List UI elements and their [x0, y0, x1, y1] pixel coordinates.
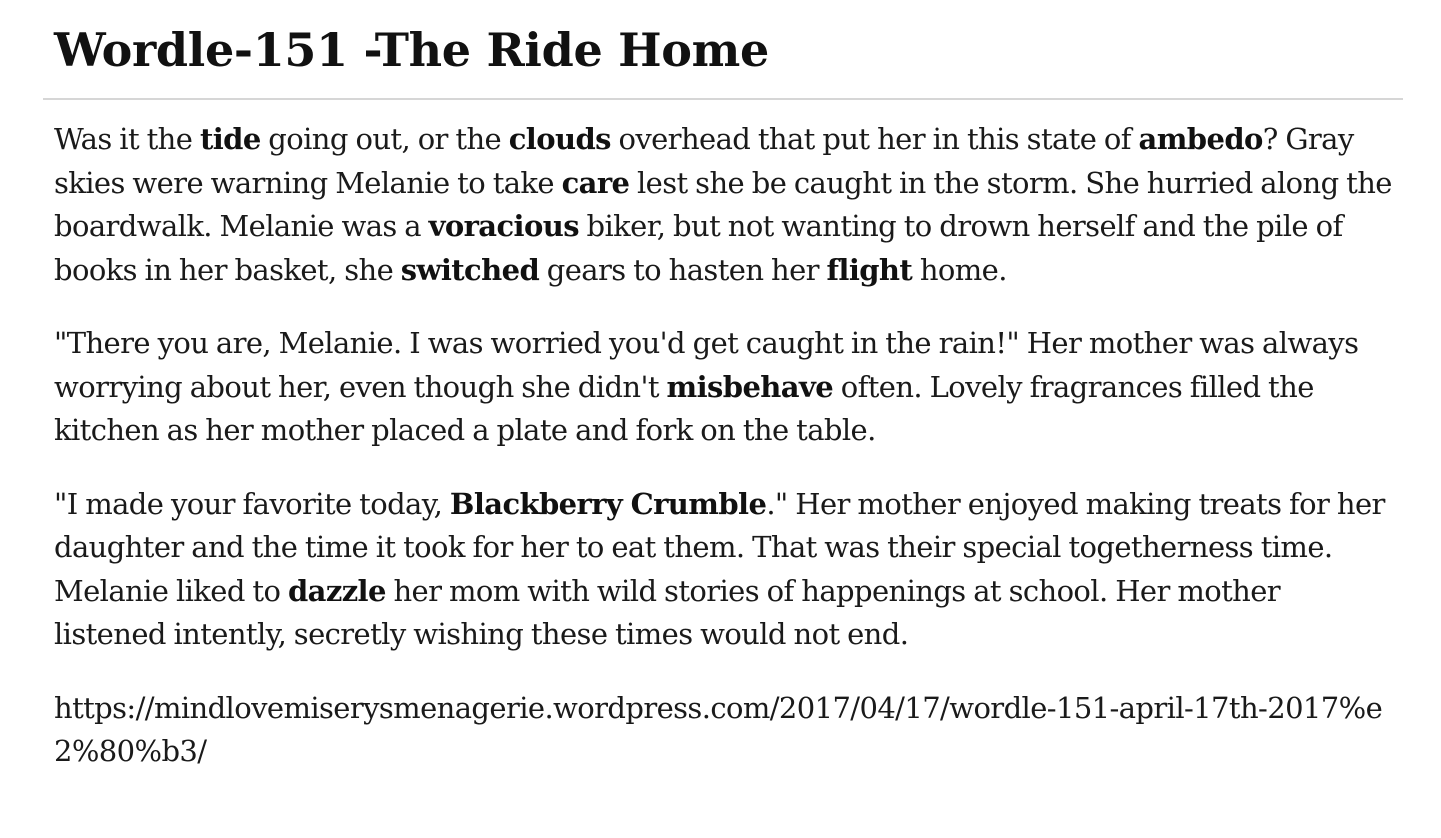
- keyword-bold: care: [561, 165, 630, 200]
- keyword-bold: misbehave: [666, 369, 834, 404]
- text-run: "I made your favorite today,: [54, 486, 450, 521]
- text-run: home.: [912, 252, 1007, 287]
- text-run: lest she be caught in the storm. She hurried along the boardwalk. Melanie was a: [54, 165, 1392, 243]
- text-run: overhead that put her in this state of: [610, 122, 1139, 156]
- text-run: ." Her mother enjoyed making treats for her daughter and the time it took for her to eat them. That was their special togetherness time. Melanie liked to: [54, 486, 1385, 608]
- text-run: gears to hasten her: [539, 252, 827, 287]
- keyword-bold: switched: [400, 252, 540, 287]
- text-run: Was it the: [54, 122, 200, 156]
- keyword-bold: ambedo: [1138, 122, 1263, 156]
- keyword-bold: flight: [826, 252, 913, 287]
- keyword-bold: tide: [199, 122, 261, 156]
- source-link[interactable]: https://mindlovemiserysmenagerie.wordpress.com/2017/04/17/wordle-151-april-17th-2017%e2%80%b3/: [54, 690, 1383, 768]
- text-run: going out, or the: [260, 122, 509, 156]
- text-run: her mom with wild stories of happenings at school. Her mother listened intently, secretly wishing these times would not end.: [54, 573, 1281, 651]
- story-paragraph-2: [54, 322, 1399, 453]
- text-run: ? Gray skies were warning Melanie to take: [54, 122, 1354, 200]
- text-run: biker, but not wanting to drown herself and the pile of books in her basket, she: [54, 209, 1343, 287]
- text-run: "There you are, Melanie. I was worried you'd get caught in the rain!" Her mother was always worrying about her, even though she didn't: [54, 326, 1359, 404]
- story-paragraph-1: [54, 118, 1399, 292]
- keyword-bold: voracious: [428, 209, 579, 243]
- keyword-bold: clouds: [508, 122, 611, 156]
- keyword-bold: dazzle: [287, 573, 386, 608]
- text-run: often. Lovely fragrances filled the kitchen as her mother placed a plate and fork on the table.: [54, 369, 1314, 447]
- keyword-bold: Blackberry Crumble: [449, 486, 767, 521]
- story-paragraph-3: [54, 483, 1399, 657]
- page-title: Wordle-151 -The Ride Home: [54, 23, 770, 77]
- story-body: [54, 118, 1399, 774]
- title-divider: [43, 98, 1403, 100]
